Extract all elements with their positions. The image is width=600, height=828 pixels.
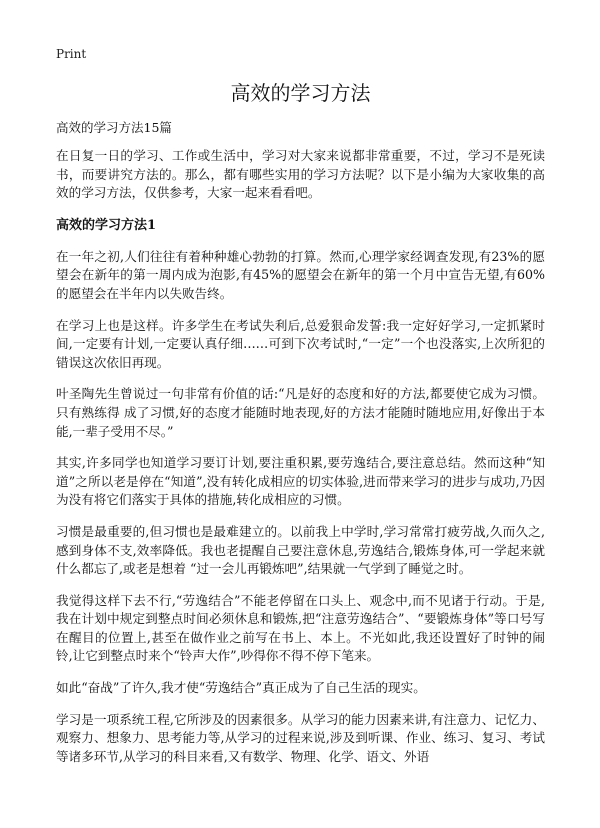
document-page	[56, 0, 545, 828]
section-heading: 高效的学习方法1	[56, 217, 157, 233]
document-body	[56, 147, 545, 779]
intro-paragraph: 在日复一日的学习、工作或生活中，学习对大家来说都非常重要，不过，学习不是死读书，而要讲究方法的。那么，都有哪些实用的学习方法呢？以下是小编为大家收集的高效的学习方法，仅供参考，大家一起来看看吧。	[56, 148, 545, 201]
body-paragraph: 习惯是最重要的,但习惯也是最难建立的。以前我上中学时,学习常常打疲劳战,久而久之,感到身体不支,效率降低。我也老提醒自己要注意休息,劳逸结合,锻炼身体,可一学起来就什么都忘了,或老是想着 “过一会儿再锻炼吧”,结果就一气学到了睡觉之时。	[56, 523, 545, 577]
body-paragraph: 学习是一项系统工程,它所涉及的因素很多。从学习的能力因素来讲,有注意力、记忆力、观察力、想象力、思考能力等,从学习的过程来说,涉及到听课、作业、练习、复习、考试等诸多环节,从学习的科目来看,又有数学、物理、化学、语文、外语	[56, 711, 545, 764]
document-subtitle: 高效的学习方法15篇	[56, 120, 172, 135]
body-paragraph: 如此“奋战”了许久,我才使“劳逸结合”真正成为了自己生活的现实。	[56, 680, 426, 696]
body-paragraph: 叶圣陶先生曾说过一句非常有价值的话:“凡是好的态度和好的方法,都要使它成为习惯。只有熟练得 成了习惯,好的态度才能随时地表现,好的方法才能随时随地应用,好像出于本能,一辈子受用不尽。”	[56, 386, 545, 439]
document-title: 高效的学习方法	[230, 81, 371, 105]
body-paragraph: 在一年之初,人们往往有着种种雄心勃勃的打算。然而,心理学家经调查发现,有23%的愿望会在新年的第一周内成为泡影,有45%的愿望会在新年的第一个月中宣告无望,有60%的愿望会在半年内以失败告终。	[56, 248, 545, 301]
body-paragraph: 在学习上也是这样。许多学生在考试失利后,总爱狠命发誓:我一定好好学习,一定抓紧时间,一定要有计划,一定要认真仔细……可到下次考试时,“一定”一个也没落实,上次所犯的错误这次依旧再现。	[56, 317, 545, 370]
body-paragraph: 其实,许多同学也知道学习要订计划,要注重积累,要劳逸结合,要注意总结。然而这种“知道”之所以老是停在“知道”,没有转化成相应的切实体验,进而带来学习的进步与成功,乃因为没有将它们落实于具体的措施,转化成相应的习惯。	[56, 455, 545, 508]
body-paragraph: 我觉得这样下去不行,“劳逸结合”不能老停留在口头上、观念中,而不见诸于行动。于是,我在计划中规定到整点时间必须休息和锻炼,把“注意劳逸结合”、“要锻炼身体”等口号写在醒目的位置上,甚至在做作业之前写在书上、本上。不光如此,我还设置好了时钟的闹铃,让它到整点时来个“铃声大作”,吵得你不得不停下笔来。	[56, 592, 545, 664]
print-label: Print	[56, 47, 87, 61]
